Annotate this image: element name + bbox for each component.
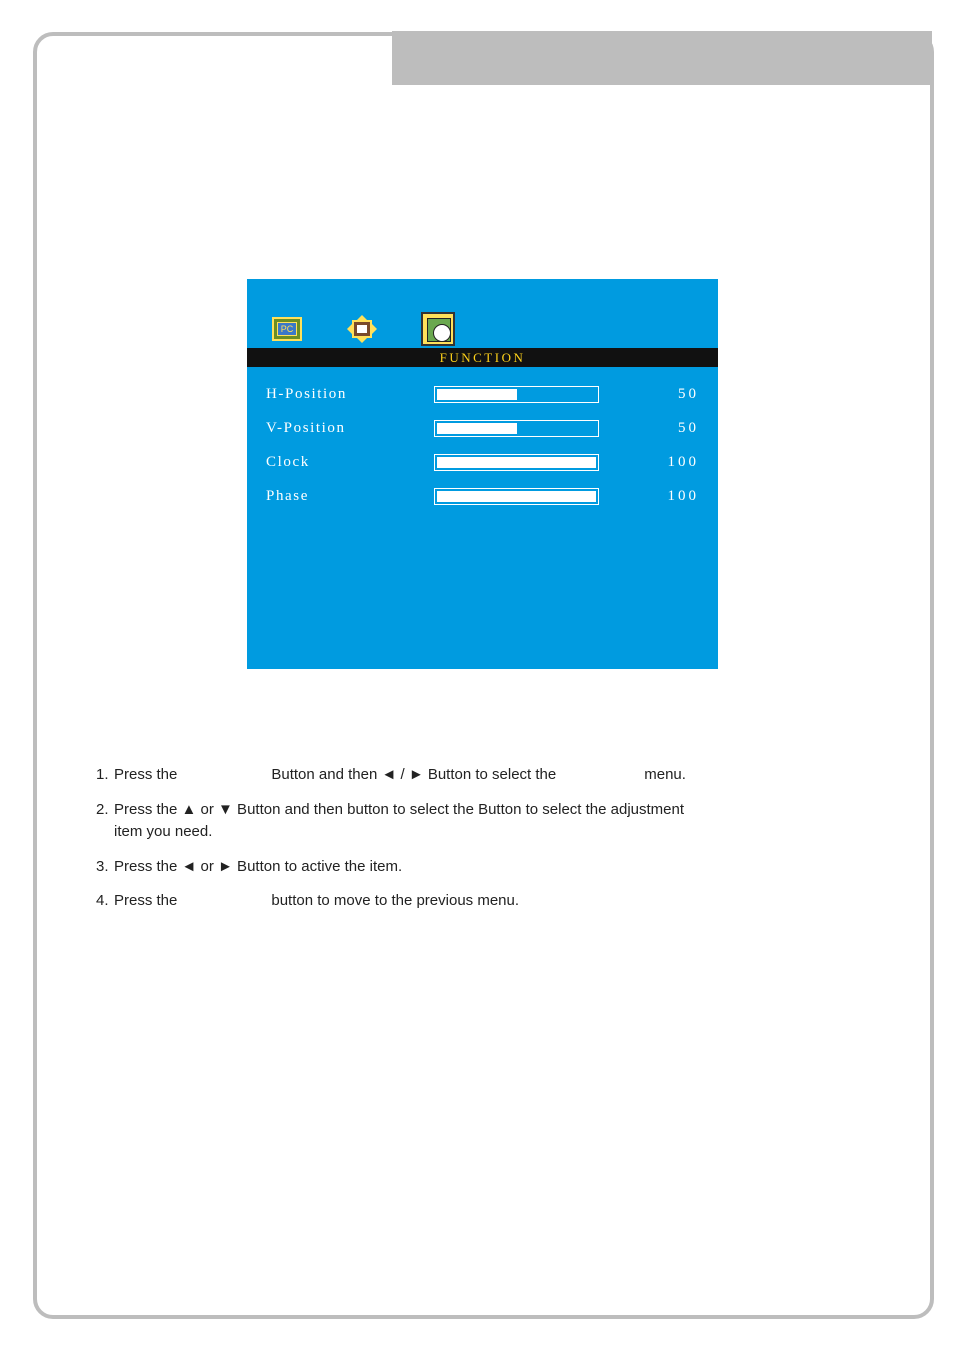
osd-item-label: Phase bbox=[266, 488, 309, 504]
step-number: 1. bbox=[96, 766, 109, 783]
osd-settings-icon bbox=[346, 314, 378, 344]
osd-level-fill bbox=[437, 491, 596, 502]
osd-item-label: Clock bbox=[266, 454, 310, 470]
step-text: Press the bbox=[114, 766, 178, 783]
osd-item-value: 100 bbox=[667, 454, 699, 470]
osd-menu-title: FUNCTION bbox=[247, 348, 718, 367]
header-bar bbox=[392, 31, 932, 85]
osd-item-value: 50 bbox=[678, 420, 699, 436]
osd-item-phase bbox=[247, 486, 718, 506]
osd-level-bar bbox=[434, 420, 599, 437]
page-frame bbox=[33, 32, 934, 1319]
osd-level-bar bbox=[434, 488, 599, 505]
instructions bbox=[96, 764, 736, 912]
osd-item-value: 50 bbox=[678, 386, 699, 402]
osd-item-value: 100 bbox=[667, 488, 699, 504]
instruction-step-1 bbox=[96, 764, 736, 786]
osd-item-v-position bbox=[247, 418, 718, 438]
instruction-step-3 bbox=[96, 856, 736, 878]
osd-item-label: H-Position bbox=[266, 386, 348, 402]
picture-icon-label: PC bbox=[277, 322, 297, 336]
osd-level-fill bbox=[437, 457, 596, 468]
step-text: button to move to the previous menu. bbox=[271, 892, 520, 909]
step-text: Press the bbox=[114, 892, 178, 909]
osd-item-clock bbox=[247, 452, 718, 472]
function-clock-icon bbox=[421, 312, 455, 346]
osd-item-h-position bbox=[247, 384, 718, 404]
instruction-step-2 bbox=[96, 799, 736, 843]
picture-icon bbox=[272, 317, 302, 341]
osd-level-fill bbox=[437, 389, 517, 400]
step-text: menu. bbox=[644, 766, 686, 783]
instruction-step-4 bbox=[96, 890, 736, 912]
osd-level-bar bbox=[434, 386, 599, 403]
osd-level-bar bbox=[434, 454, 599, 471]
step-number: 3. bbox=[96, 858, 109, 875]
osd-item-label: V-Position bbox=[266, 420, 346, 436]
step-number: 2. bbox=[96, 801, 109, 818]
step-text: Press the ▲ or ▼ Button and then button to select the Button to select the adjustment bbox=[114, 801, 685, 818]
step-text: Press the ◄ or ► Button to active the item. bbox=[114, 858, 403, 875]
step-text: item you need. bbox=[114, 823, 213, 840]
osd-menu-screenshot bbox=[247, 279, 718, 669]
step-number: 4. bbox=[96, 892, 109, 909]
osd-level-fill bbox=[437, 423, 517, 434]
step-text: Button and then ◄ / ► Button to select the bbox=[271, 766, 557, 783]
